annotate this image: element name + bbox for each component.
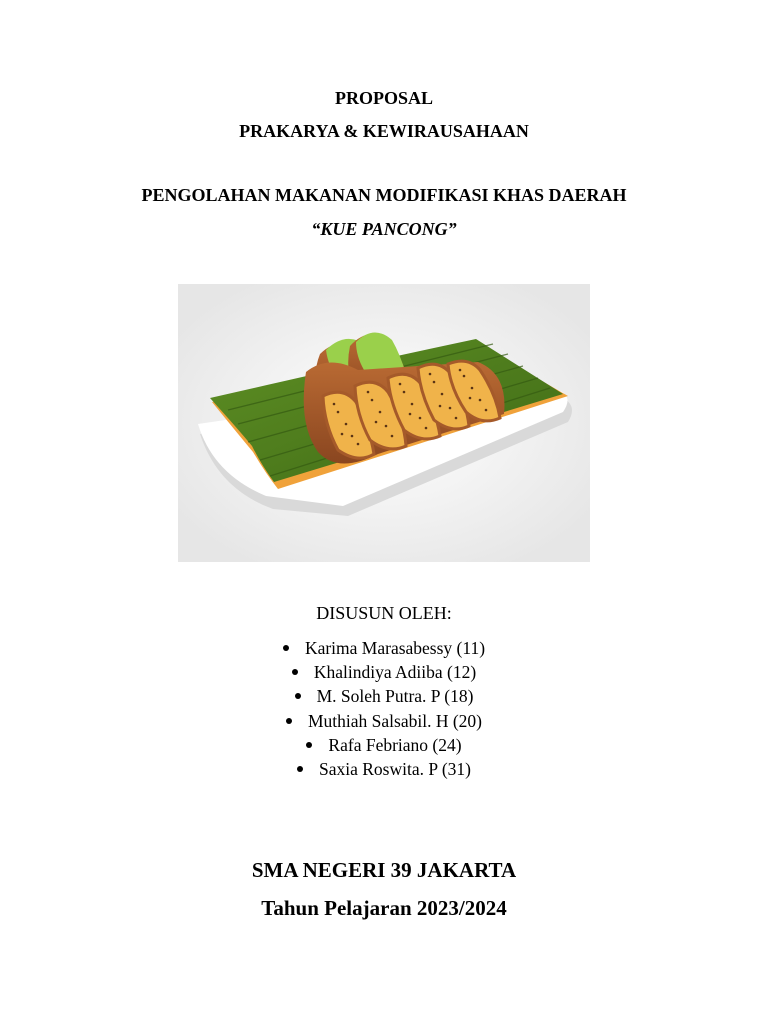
topic-title: PENGOLAHAN MAKANAN MODIFIKASI KHAS DAERAH — [141, 185, 627, 205]
proposal-title: PROPOSAL — [334, 88, 433, 108]
authors-heading: DISUSUN OLEH: — [316, 603, 452, 623]
author-item: M. Soleh Putra. P (18) — [0, 684, 768, 708]
author-item: Karima Marasabessy (11) — [0, 636, 768, 660]
subject-title: PRAKARYA & KEWIRAUSAHAAN — [239, 121, 529, 141]
bullet-icon — [295, 693, 301, 699]
product-title: “KUE PANCONG” — [311, 219, 457, 239]
author-item: Muthiah Salsabil. H (20) — [0, 709, 768, 733]
bullet-icon — [292, 669, 298, 675]
bullet-icon — [286, 718, 292, 724]
author-item: Saxia Roswita. P (31) — [0, 757, 768, 781]
bullet-icon — [306, 742, 312, 748]
bullet-icon — [297, 766, 303, 772]
author-item: Khalindiya Adiiba (12) — [0, 660, 768, 684]
author-item: Rafa Febriano (24) — [0, 733, 768, 757]
kue-pancong-illustration — [178, 284, 590, 562]
author-list — [0, 636, 768, 781]
academic-year: Tahun Pelajaran 2023/2024 — [261, 896, 507, 920]
bullet-icon — [283, 645, 289, 651]
school-name: SMA NEGERI 39 JAKARTA — [251, 858, 517, 882]
